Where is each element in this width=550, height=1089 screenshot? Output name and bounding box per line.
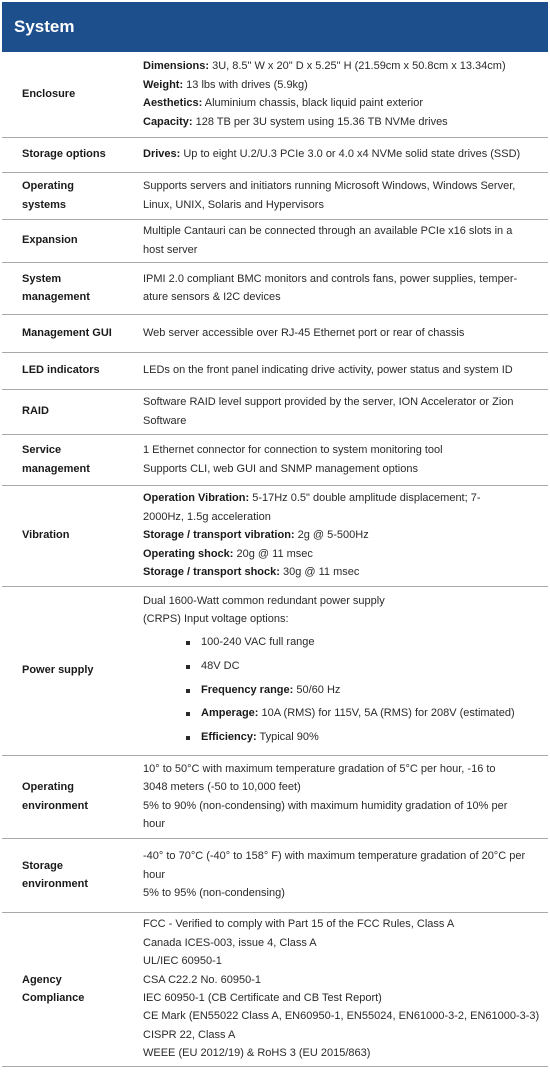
row-label: Agency Compliance [2,912,143,1066]
list-item: Frequency range: 50/60 Hz [201,679,540,703]
row-label: System management [2,262,143,314]
table-row-service-management [2,434,548,485]
table-row-agency-compliance [2,912,548,1066]
table-row-vibration [2,485,548,586]
row-value: 10° to 50°C with maximum temperature gradation of 5°C per hour, -16 to 3048 meters (-50 to 10,000 feet) 5% to 90% (non-condensing) with maximum humidity gradation of 10% per hour [143,755,548,838]
row-label: RAID [2,389,143,434]
table-row-system-management [2,262,548,314]
row-label: Storage environment [2,838,143,912]
table-row-expansion [2,219,548,262]
dimensions-value: 3U, 8.5" W x 20" D x 5.25" H (21.59cm x 50.8cm x 13.34cm) [209,60,506,73]
table-row-operating-systems [2,172,548,219]
row-label: Vibration [2,485,143,586]
capacity-value: 128 TB per 3U system using 15.36 TB NVMe drives [192,115,448,128]
row-label: Enclosure [2,52,143,137]
table-row-storage-environment [2,838,548,912]
aesthetics-label: Aesthetics: [143,97,203,110]
row-label: Power supply [2,586,143,755]
operation-vibration-label: Operation Vibration: [143,492,250,505]
row-value [143,137,548,172]
row-label: Management GUI [2,314,143,352]
row-value: Software RAID level support provided by the server, ION Accelerator or Zion Software [143,389,548,434]
table-row-storage-options [2,137,548,172]
row-label: Operating systems [2,172,143,219]
row-value [143,52,548,137]
row-value: Supports servers and initiators running Microsoft Windows, Windows Server, Linux, UNIX, Solaris and Hypervisors [143,172,548,219]
table-row-operating-environment [2,755,548,838]
row-label: Expansion [2,219,143,262]
weight-value: 13 lbs with drives (5.9kg) [183,78,308,91]
section-header [2,2,548,52]
list-item: Amperage: 10A (RMS) for 115V, 5A (RMS) for 208V (estimated) [201,702,540,726]
storage-shock-label: Storage / transport shock: [143,566,280,579]
row-value: Multiple Cantauri can be connected through an available PCIe x16 slots in a host server [143,219,548,262]
table-row-raid [2,389,548,434]
drives-value: Up to eight U.2/U.3 PCIe 3.0 or 4.0 x4 NVMe solid state drives (SSD) [180,148,521,161]
operating-shock-label: Operating shock: [143,547,234,560]
row-value: IPMI 2.0 compliant BMC monitors and controls fans, power supplies, temper- ature sensors & I2C devices [143,262,548,314]
row-value: Web server accessible over RJ-45 Ethernet port or rear of chassis [143,314,548,352]
row-label: LED indicators [2,352,143,389]
row-label: Service management [2,434,143,485]
list-item: Efficiency: Typical 90% [201,726,540,750]
row-value: 1 Ethernet connector for connection to system monitoring tool Supports CLI, web GUI and SNMP management options [143,434,548,485]
section-title: System [14,17,75,36]
spec-table [2,52,548,1067]
power-options-list [143,631,540,749]
list-item: 100-240 VAC full range [201,631,540,655]
dimensions-label: Dimensions: [143,60,210,73]
row-value: Dual 1600-Watt common redundant power supply (CRPS) Input voltage options: 100-240 VAC full range 48V DC Frequency range: 50/60 Hz Amperage: 10A (RMS) for 115V, 5A (RMS) for 208V (estimated) Efficiency: Typical 90% [143,586,548,755]
row-value: Operation Vibration: 5-17Hz 0.5" double amplitude displacement; 7- 2000Hz, 1.5g acceleration Storage / transport vibration: 2g @ 5-500Hz Operating shock: 20g @ 11 msec Storage / transport shock: 30g @ 11 msec [143,485,548,586]
weight-label: Weight: [143,78,184,91]
table-row-led-indicators [2,352,548,389]
table-row-enclosure [2,52,548,137]
capacity-label: Capacity: [143,115,193,128]
row-label: Storage options [2,137,143,172]
row-value: -40° to 70°C (-40° to 158° F) with maximum temperature gradation of 20°C per hour 5% to 95% (non-condensing) [143,838,548,912]
list-item: 48V DC [201,655,540,679]
drives-label: Drives: [143,148,181,161]
row-value: FCC - Verified to comply with Part 15 of the FCC Rules, Class A Canada ICES-003, issue 4, Class A UL/IEC 60950-1 CSA C22.2 No. 60950-1 IEC 60950-1 (CB Certificate and CB Test Report) CE Mark (EN55022 Class A, EN60950-1, EN55024, EN61000-3-2, EN61000-3-3) CISPR 22, Class A WEEE (EU 2012/19) & RoHS 3 (EU 2015/863) [143,912,548,1066]
aesthetics-value: Aluminium chassis, black liquid paint exterior [202,97,424,110]
spec-sheet [2,2,548,1067]
storage-vibration-label: Storage / transport vibration: [143,529,295,542]
table-row-power-supply [2,586,548,755]
table-row-management-gui [2,314,548,352]
row-value: LEDs on the front panel indicating drive activity, power status and system ID [143,352,548,389]
row-label: Operating environment [2,755,143,838]
